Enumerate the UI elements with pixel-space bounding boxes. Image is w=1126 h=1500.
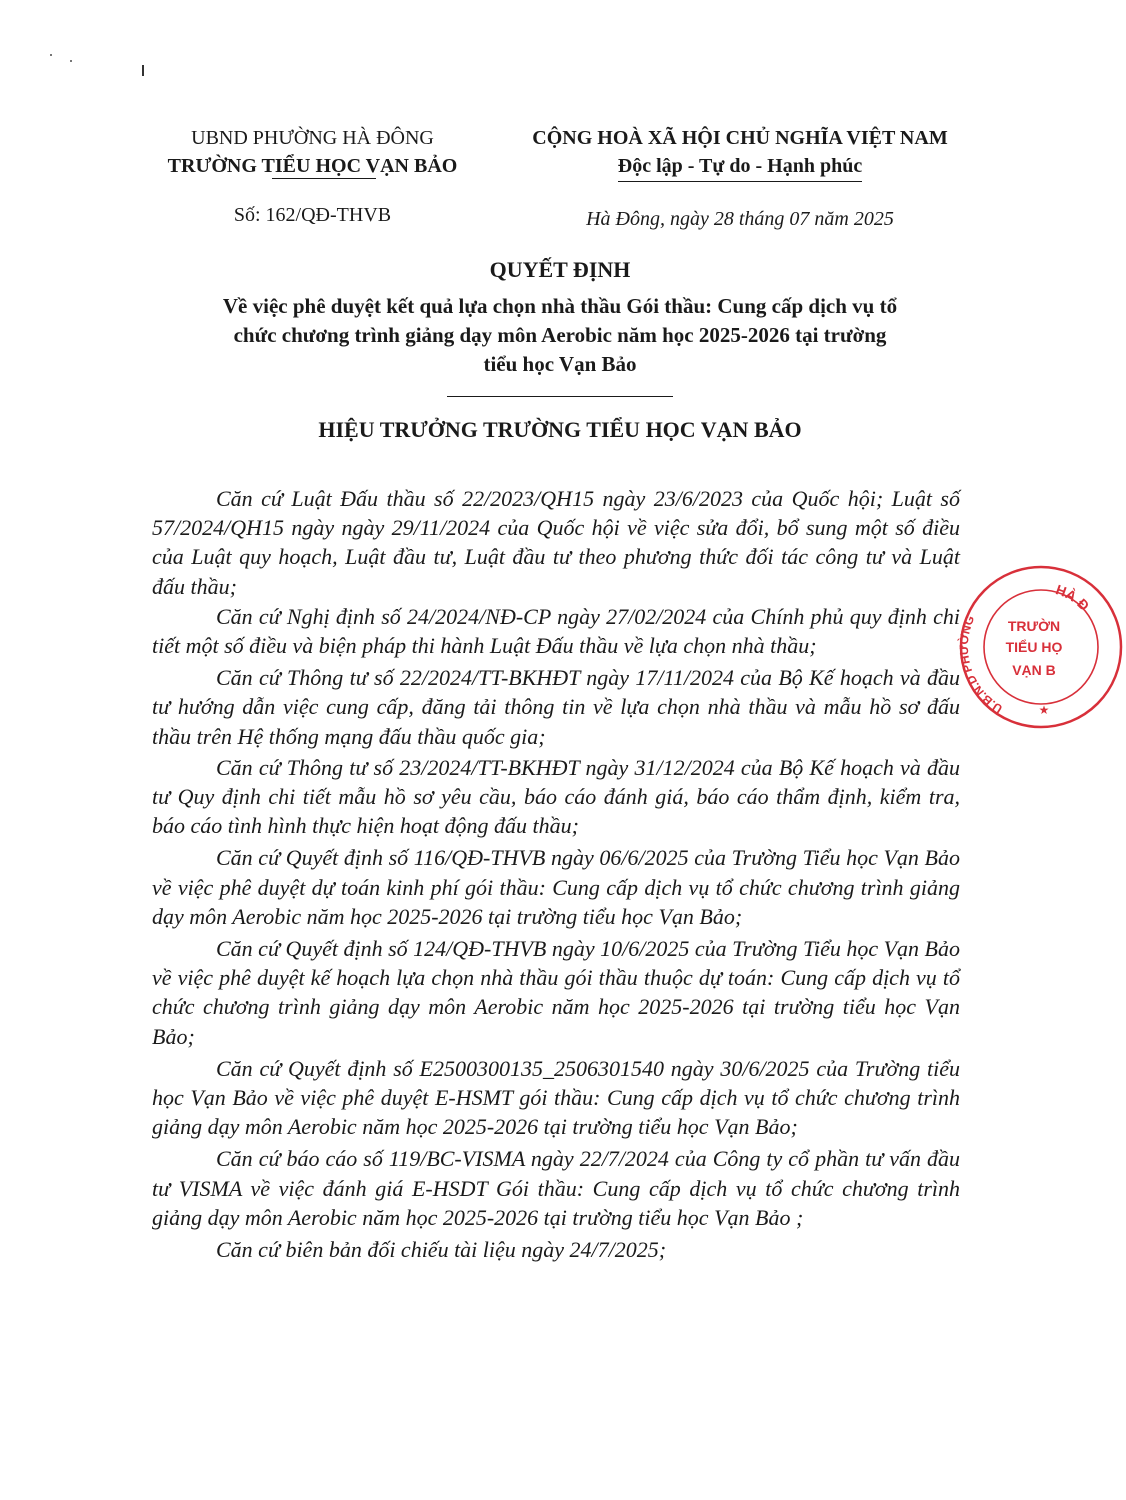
legal-basis-paragraph: Căn cứ Nghị định số 24/2024/NĐ-CP ngày 27/02/2024 của Chính phủ quy định chi tiết một số điều và biện pháp thi hành Luật Đấu thầu về lựa chọn nhà thầu;	[152, 603, 960, 659]
seal-inner-line: TIỂU HỌ	[1005, 639, 1063, 655]
subject-line: Về việc phê duyệt kết quả lựa chọn nhà thầu Gói thầu: Cung cấp dịch vụ tổ	[222, 294, 898, 318]
legal-basis-paragraph: Căn cứ Quyết định số E2500300135_2506301540 ngày 30/6/2025 của Trường tiểu học Vạn Bảo về việc phê duyệt E-HSMT gói thầu: Cung cấp dịch vụ tổ chức chương trình giảng dạy môn Aerobic năm học 2025-2026 tại trường tiểu học Vạn Bảo;	[152, 1055, 960, 1140]
seal-arc-text: HÀ Đ	[1053, 581, 1093, 614]
subject-line: tiểu học Vạn Bảo	[483, 352, 637, 376]
seal-star: ★	[1038, 703, 1050, 717]
seal-side-text: U.B.N.D PHƯỜNG	[956, 613, 1005, 717]
parent-organization: UBND PHƯỜNG HÀ ĐÔNG	[191, 127, 434, 149]
school-name: TRƯỜNG TIỂU HỌC VẠN BẢO	[168, 152, 458, 180]
nation-name: CỘNG HOÀ XÃ HỘI CHỦ NGHĨA VIỆT NAM	[532, 127, 948, 149]
national-header	[505, 124, 975, 182]
place-and-date: Hà Đông, ngày 28 tháng 07 năm 2025	[586, 208, 894, 230]
title-divider	[447, 396, 673, 397]
legal-basis-paragraph: Căn cứ Luật Đấu thầu số 22/2023/QH15 ngày 23/6/2023 của Quốc hội; Luật số 57/2024/QH15 ngày ngày 29/11/2024 của Quốc hội về việc sửa đổi, bổ sung một số điều của Luật quy hoạch, Luật đầu tư, Luật đầu tư theo phương thức đối tác công tư và Luật đấu thầu;	[152, 486, 960, 599]
scan-mark	[142, 65, 144, 76]
legal-basis-paragraph: Căn cứ biên bản đối chiếu tài liệu ngày 24/7/2025;	[216, 1237, 667, 1263]
issuing-authority: HIỆU TRƯỞNG TRƯỜNG TIỂU HỌC VẠN BẢO	[318, 417, 802, 442]
seal-inner-line: VẠN B	[1012, 662, 1056, 678]
national-motto: Độc lập - Tự do - Hạnh phúc	[618, 152, 862, 182]
official-seal	[956, 562, 1126, 732]
legal-basis-paragraph: Căn cứ Quyết định số 124/QĐ-THVB ngày 10/6/2025 của Trường Tiểu học Vạn Bảo về việc phê duyệt kế hoạch lựa chọn nhà thầu gói thầu thuộc dự toán: Cung cấp dịch vụ tổ chức chương trình giảng dạy môn Aerobic năm học 2025-2026 tại trường tiểu học Vạn Bảo;	[152, 936, 960, 1049]
legal-basis-paragraph: Căn cứ báo cáo số 119/BC-VISMA ngày 22/7/2024 của Công ty cổ phần tư vấn đầu tư VISMA về việc đánh giá E-HSDT Gói thầu: Cung cấp dịch vụ tổ chức chương trình giảng dạy môn Aerobic năm học 2025-2026 tại trường tiểu học Vạn Bảo ;	[152, 1146, 960, 1230]
scan-speck	[50, 54, 52, 56]
scan-speck	[70, 60, 72, 62]
document-title: QUYẾT ĐỊNH	[489, 257, 631, 282]
subject-line: chức chương trình giảng dạy môn Aerobic năm học 2025-2026 tại trường	[233, 323, 887, 347]
legal-basis-section	[152, 484, 960, 1264]
legal-basis-paragraph: Căn cứ Thông tư số 22/2024/TT-BKHĐT ngày 17/11/2024 của Bộ Kế hoạch và đầu tư hướng dẫn việc cung cấp, đăng tải thông tin về lựa chọn nhà thầu và mẫu hồ sơ đấu thầu trên Hệ thống mạng đấu thầu quốc gia;	[152, 665, 960, 749]
seal-inner-line: TRƯỜN	[1007, 618, 1061, 634]
issuing-organization	[140, 124, 485, 180]
legal-basis-paragraph: Căn cứ Thông tư số 23/2024/TT-BKHĐT ngày 31/12/2024 của Bộ Kế hoạch và đầu tư Quy định chi tiết mẫu hồ sơ yêu cầu, báo cáo đánh giá, báo cáo thẩm định, kiểm tra, báo cáo tình hình thực hiện hoạt động đấu thầu;	[152, 754, 960, 839]
legal-basis-paragraph: Căn cứ Quyết định số 116/QĐ-THVB ngày 06/6/2025 của Trường Tiểu học Vạn Bảo về việc phê duyệt dự toán kinh phí gói thầu: Cung cấp dịch vụ tổ chức chương trình giảng dạy môn Aerobic năm học 2025-2026 tại trường tiểu học Vạn Bảo;	[152, 845, 960, 929]
document-subject	[150, 292, 970, 379]
document-number: Số: 162/QĐ-THVB	[233, 204, 392, 226]
